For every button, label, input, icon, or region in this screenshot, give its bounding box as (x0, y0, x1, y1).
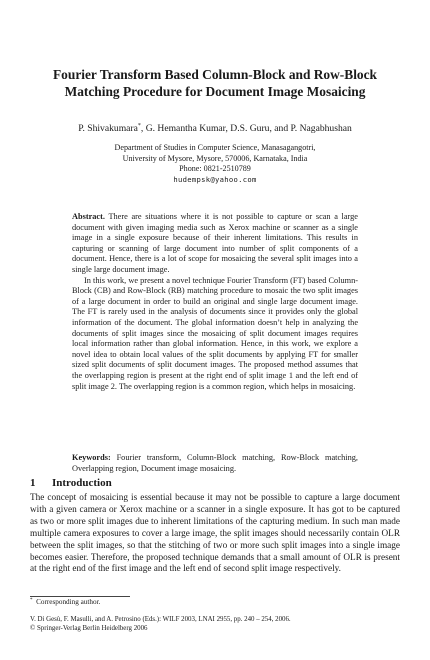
footnote (30, 598, 100, 607)
footnote-mark: * (30, 598, 33, 603)
publication-citation: V. Di Gesù, F. Masulli, and A. Petrosino (Eds.): WILF 2003, LNAI 2955, pp. 240 – 254, 2006. (30, 616, 291, 623)
keywords-label: Keywords: (72, 453, 111, 462)
corresponding-author-mark: * (137, 123, 141, 129)
first-author: P. Shivakumara (78, 123, 138, 134)
section-title: Introduction (52, 477, 112, 489)
section-number: 1 (30, 477, 36, 489)
introduction-body (30, 493, 400, 576)
publication-info (30, 615, 291, 633)
footnote-text: Corresponding author. (36, 598, 101, 606)
keywords (72, 453, 358, 474)
introduction-paragraph: The concept of mosaicing is essential because it may not be possible to capture a large document with a given camera or Xerox machine or a scanner in a single exposure. It has got to be captured as two or more split images due to inherent limitations of the capturing medium. In such man made multiple camera exposures to cover a large image, the split images should necessarily contain OLR between the split images, so that the stitching of two or more such split images into a single image becomes easier. Therefore, the proposed technique demands that a small amount of OLR is present at the right end of the first image and the left end of second split image respectively. (30, 493, 400, 575)
abstract-paragraph-2: In this work, we present a novel technique Fourier Transform (FT) based Column-Block (CB) and Row-Block (RB) matching procedure to mosaic the two split images of a large document in order to build an original and single large document image. The FT is rarely used in the analysis of documents since it provides only the global information of the document. The global information doesn’t help in analyzing the documents of split images since the mosaicing of split document images requires local information rather than global information. Hence, in this work, we explore a novel idea to obtain local values of the split documents by applying FT for smaller sized split documents of split document images. The proposed method assumes that the overlapping region is present at the right end of split image 1 and the left end of split image 2. The overlapping region is a common region, which helps in mosaicing. (72, 275, 358, 391)
abstract-label: Abstract. (72, 212, 105, 221)
affiliation-university: University of Mysore, Mysore, 570006, Karnataka, India (122, 153, 308, 163)
author-list (30, 123, 400, 135)
affiliation-email: hudempsk@yahoo.com (173, 174, 257, 184)
affiliation (60, 143, 370, 185)
paper-title-line-2: Matching Procedure for Document Image Mosaicing (64, 84, 366, 99)
footnote-divider (30, 596, 130, 597)
publication-copyright: © Springer-Verlag Berlin Heidelberg 2006 (30, 625, 148, 632)
abstract-paragraph-1 (72, 212, 358, 276)
keywords-text: Fourier transform, Column-Block matching, Row-Block matching, Overlapping region, Document image mosaicing. (72, 453, 358, 473)
abstract-text-1: There are situations where it is not possible to capture or scan a large document with given imaging media such as Xerox machine or scanner as a single image in a single exposure because of their inherent limitations. This results in capturing or scanning of large document into number of split components of a document. Hence, there is a lot of scope for mosaicing the several split images into a single large document image. (72, 212, 358, 274)
other-authors: , G. Hemantha Kumar, D.S. Guru, and P. Nagabhushan (140, 123, 352, 134)
affiliation-phone: Phone: 0821-2510789 (179, 164, 251, 174)
section-heading (30, 476, 112, 490)
paper-title (30, 66, 400, 100)
abstract (72, 212, 358, 392)
affiliation-department: Department of Studies in Computer Science, Manasagangotri, (114, 143, 316, 152)
paper-title-line-1: Fourier Transform Based Column-Block and Row-Block (53, 67, 377, 82)
